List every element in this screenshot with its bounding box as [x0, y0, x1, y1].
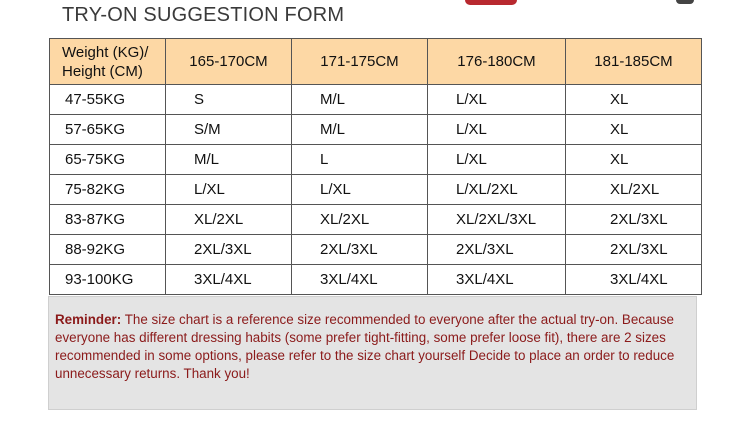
column-header: 181-185CM: [566, 39, 702, 85]
size-cell: XL/2XL/3XL: [428, 205, 566, 235]
size-cell: XL/2XL: [566, 175, 702, 205]
column-header: 171-175CM: [292, 39, 428, 85]
weight-cell: 57-65KG: [50, 115, 166, 145]
size-cell: L: [292, 145, 428, 175]
size-cell: XL/2XL: [166, 205, 292, 235]
weight-cell: 88-92KG: [50, 235, 166, 265]
table-row: [50, 175, 702, 205]
size-cell: 2XL/3XL: [428, 235, 566, 265]
decorative-red-shape: [465, 0, 517, 5]
column-header: 165-170CM: [166, 39, 292, 85]
size-cell: M/L: [166, 145, 292, 175]
page-title: TRY-ON SUGGESTION FORM: [62, 4, 345, 26]
size-cell: L/XL/2XL: [428, 175, 566, 205]
corner-weight-label: Weight (KG)/: [62, 43, 149, 61]
size-cell: M/L: [292, 115, 428, 145]
size-cell: S/M: [166, 115, 292, 145]
size-cell: 2XL/3XL: [566, 235, 702, 265]
decorative-dark-shape: [676, 0, 694, 4]
reminder-label: Reminder:: [55, 312, 122, 327]
size-cell: L/XL: [166, 175, 292, 205]
size-cell: 3XL/4XL: [166, 265, 292, 295]
weight-cell: 83-87KG: [50, 205, 166, 235]
size-cell: L/XL: [428, 145, 566, 175]
size-chart-table: [49, 38, 702, 295]
table-row: [50, 145, 702, 175]
table-header-row: [50, 39, 702, 85]
corner-height-label: Height (CM): [62, 62, 143, 80]
size-cell: S: [166, 85, 292, 115]
size-cell: 3XL/4XL: [566, 265, 702, 295]
table-row: [50, 235, 702, 265]
size-cell: L/XL: [428, 85, 566, 115]
size-cell: L/XL: [428, 115, 566, 145]
size-cell: 3XL/4XL: [292, 265, 428, 295]
size-cell: XL: [566, 85, 702, 115]
weight-cell: 65-75KG: [50, 145, 166, 175]
table-row: [50, 205, 702, 235]
size-cell: 2XL/3XL: [166, 235, 292, 265]
weight-cell: 75-82KG: [50, 175, 166, 205]
size-cell: 2XL/3XL: [566, 205, 702, 235]
weight-cell: 93-100KG: [50, 265, 166, 295]
size-cell: 2XL/3XL: [292, 235, 428, 265]
size-cell: XL: [566, 145, 702, 175]
reminder-box: [48, 296, 697, 410]
size-cell: XL/2XL: [292, 205, 428, 235]
reminder-text: The size chart is a reference size recommended to everyone after the actual try-on. Because everyone has different dressing habits (some prefer tight-fitting, some prefer loose fit), there are 2 sizes recommended in some options, please refer to the size chart yourself Decide to place an order to reduce unnecessary returns. Thank you!: [55, 312, 675, 381]
size-cell: M/L: [292, 85, 428, 115]
table-row: [50, 85, 702, 115]
column-header: 176-180CM: [428, 39, 566, 85]
table-row: [50, 115, 702, 145]
size-cell: XL: [566, 115, 702, 145]
table-row: [50, 265, 702, 295]
size-cell: 3XL/4XL: [428, 265, 566, 295]
weight-cell: 47-55KG: [50, 85, 166, 115]
size-cell: L/XL: [292, 175, 428, 205]
corner-header-cell: [50, 39, 166, 85]
